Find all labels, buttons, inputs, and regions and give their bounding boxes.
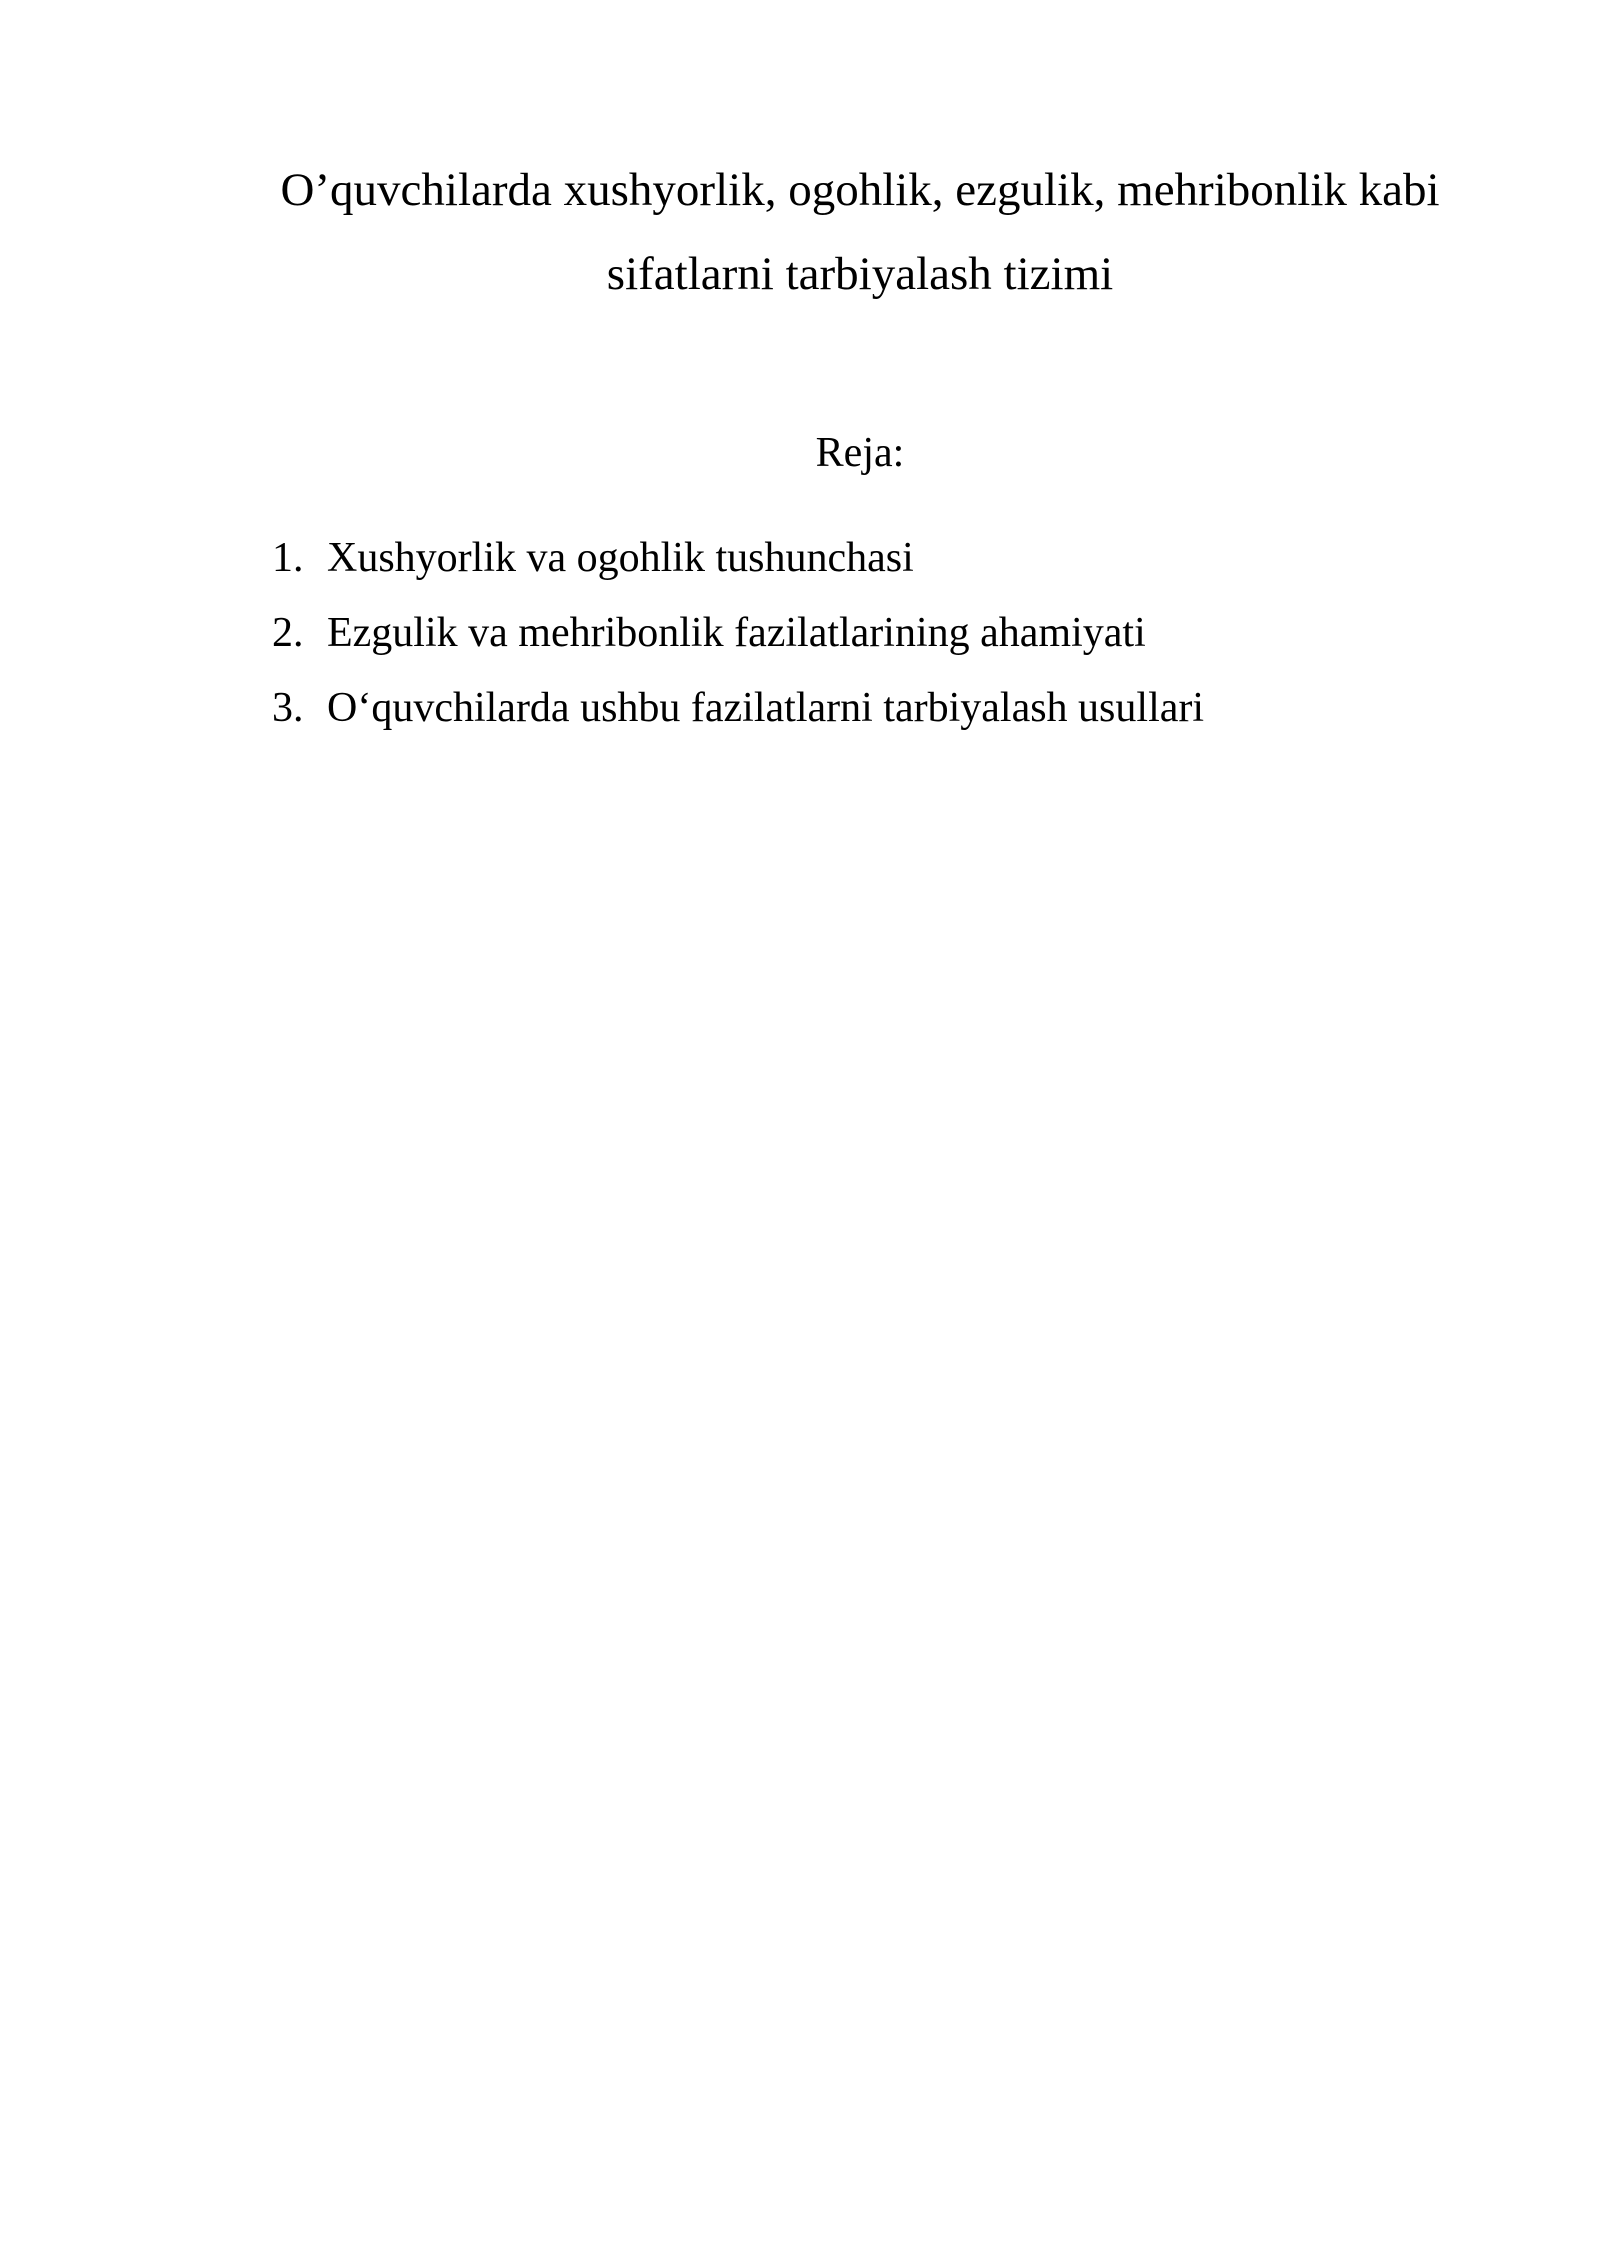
title-line-2: sifatlarni tarbiyalash tizimi <box>606 248 1114 300</box>
plan-item-number: 1. <box>272 535 304 581</box>
plan-item-text: O‘quvchilarda ushbu fazilatlarni tarbiyalash usullari <box>327 685 1205 731</box>
plan-list <box>272 521 1204 746</box>
title-line-1: O’quvchilarda xushyorlik, ogohlik, ezgulik, mehribonlik kabi <box>280 164 1440 216</box>
plan-item-number: 3. <box>272 685 304 731</box>
plan-item-text: Ezgulik va mehribonlik fazilatlarining ahamiyati <box>327 610 1146 656</box>
plan-item-number: 2. <box>272 610 304 656</box>
plan-item <box>272 521 1204 596</box>
plan-item <box>272 671 1204 746</box>
plan-item <box>272 596 1204 671</box>
document-title <box>240 148 1480 316</box>
plan-item-text: Xushyorlik va ogohlik tushunchasi <box>327 535 914 581</box>
plan-heading: Reja: <box>815 430 905 476</box>
